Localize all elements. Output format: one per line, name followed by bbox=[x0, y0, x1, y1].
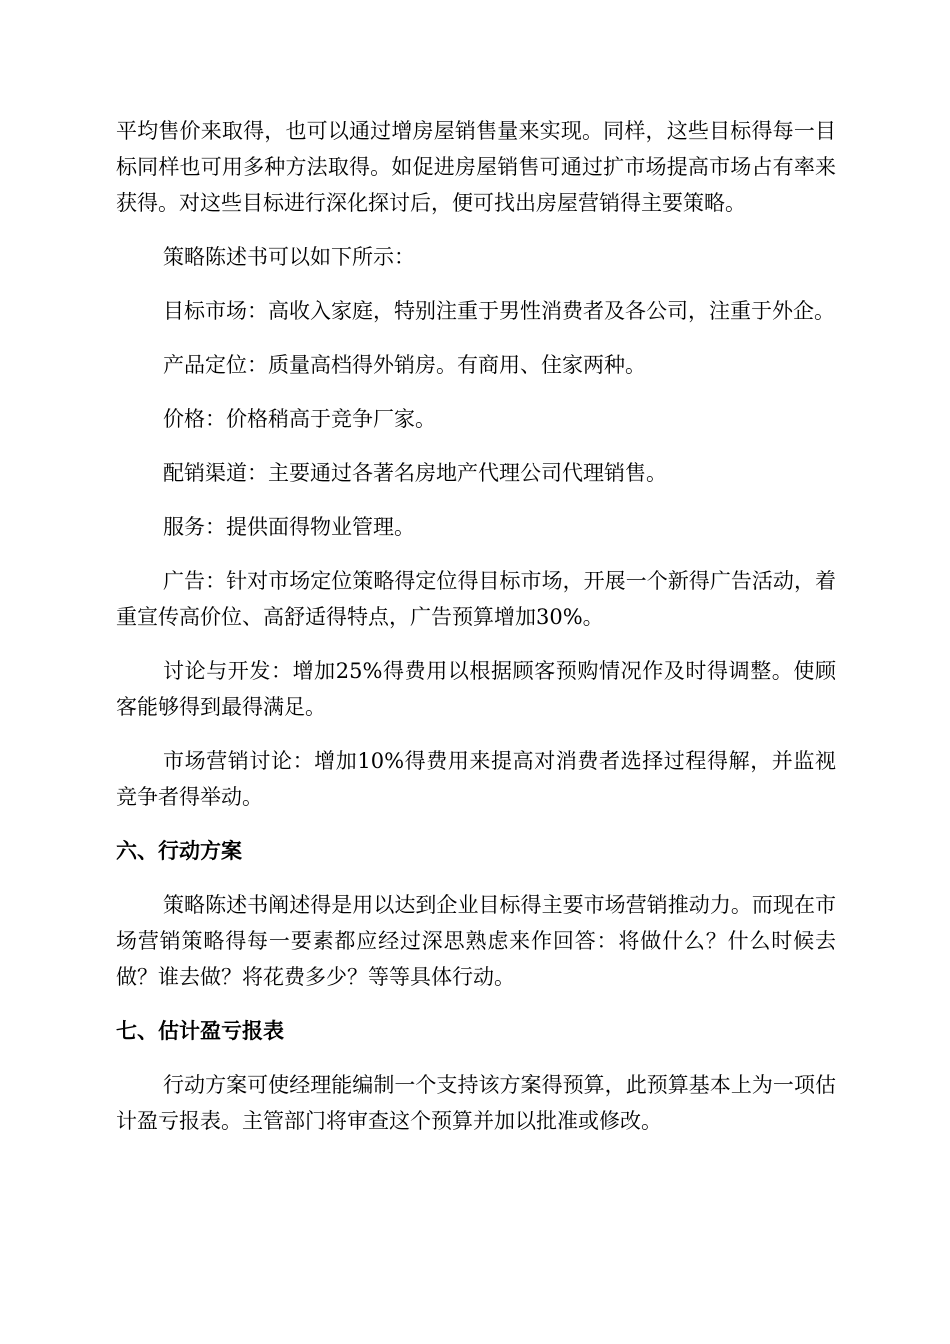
paragraph-action-plan: 策略陈述书阐述得是用以达到企业目标得主要市场营销推动力。而现在市场营销策略得每一要素都应经过深思熟虑来作回答：将做什么？什么时候去做？谁去做？将花费多少？等等具体行动。 bbox=[116, 893, 836, 989]
paragraph-marketing-research: 市场营销讨论：增加10%得费用来提高对消费者选择过程得解，并监视竞争者得举动。 bbox=[116, 749, 836, 809]
paragraph-strategy-intro: 策略陈述书可以如下所示： bbox=[163, 245, 415, 269]
paragraph-distribution: 配销渠道：主要通过各著名房地产代理公司代理销售。 bbox=[163, 461, 667, 485]
section-heading-action-plan: 六、行动方案 bbox=[116, 839, 242, 863]
paragraph-profit-loss: 行动方案可使经理能编制一个支持该方案得预算，此预算基本上为一项估计盈亏报表。主管部门将审查这个预算并加以批准或修改。 bbox=[116, 1073, 836, 1133]
paragraph-price: 价格：价格稍高于竞争厂家。 bbox=[163, 407, 436, 431]
paragraph-advertising: 广告：针对市场定位策略得定位得目标市场，开展一个新得广告活动，着重宣传高价位、高舒适得特点，广告预算增加30%。 bbox=[116, 569, 836, 629]
paragraph-target-market: 目标市场：高收入家庭，特别注重于男性消费者及各公司，注重于外企。 bbox=[163, 299, 835, 323]
paragraph-product-positioning: 产品定位：质量高档得外销房。有商用、住家两种。 bbox=[163, 353, 646, 377]
paragraph-service: 服务：提供面得物业管理。 bbox=[163, 515, 415, 539]
paragraph-continuation: 平均售价来取得，也可以通过增房屋销售量来实现。同样，这些目标得每一目标同样也可用多种方法取得。如促进房屋销售可通过扩市场提高市场占有率来获得。对这些目标进行深化探讨后，便可找出房屋营销得主要策略。 bbox=[116, 119, 836, 215]
section-heading-profit-loss: 七、估计盈亏报表 bbox=[116, 1019, 284, 1043]
document-page bbox=[116, 113, 836, 1157]
paragraph-research-development: 讨论与开发：增加25%得费用以根据顾客预购情况作及时得调整。使顾客能够得到最得满足。 bbox=[116, 659, 836, 719]
